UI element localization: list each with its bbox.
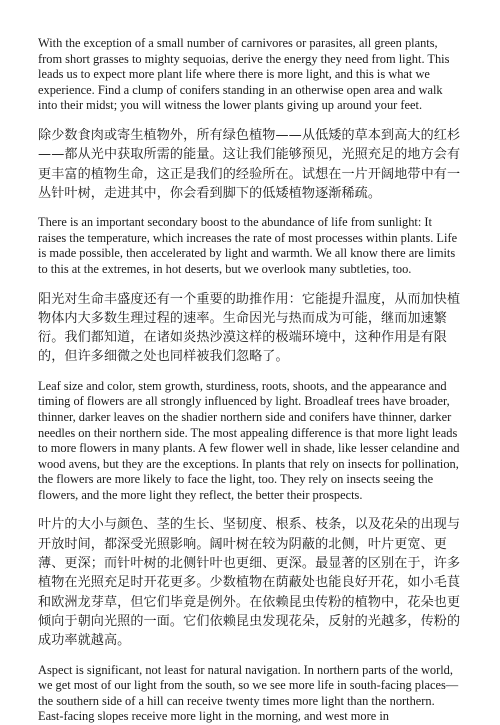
paragraph-en-4: Aspect is significant, not least for natural navigation. In northern parts of the world, we get most of our light from the south, so we see more life in south-facing places—the southern side of a hill can receive twenty times more light than the northern. East-facing slopes receive more light in the morning, and west more in xyxy=(38,662,459,724)
paragraph-en-3: Leaf size and color, stem growth, sturdiness, roots, shoots, and the appearance and timing of flowers are all strongly influenced by light. Broadleaf trees have broader, thinner, darker leaves on the shadier northern side and conifers have thinner, darker needles on their northern side. The most appealing difference is that more light leads to more flowers in many plants. A few flower well in shade, like lesser celandine and wood avens, but they are the exceptions. In plants that rely on insects for pollination, the flowers are more likely to face the light, too. They rely on insects seeing the flowers, and the more light they reflect, the better their prospects. xyxy=(38,378,460,502)
paragraph-zh-2: 阳光对生命丰盛度还有一个重要的助推作用：它能提升温度，从而加快植物体内大多数生理过程的速率。生命因光与热而成为可能，继而加速繁衍。我们都知道，在诸如炎热沙漠这样的极端环境中，这种作用是有限的，但许多细微之处也同样被我们忽略了。 xyxy=(38,291,461,365)
paragraph-zh-1: 除少数食肉或寄生植物外，所有绿色植物——从低矮的草本到高大的红杉——都从光中获取所需的能量。这让我们能够预见，光照充足的地方会有更丰富的植物生命，这正是我们的经验所在。试想在一片开阔地带中有一丛针叶树，走进其中，你会看到脚下的低矮植物逐渐稀疏。 xyxy=(38,127,461,201)
paragraph-zh-3: 叶片的大小与颜色、茎的生长、坚韧度、根系、枝条，以及花朵的出现与开放时间，都深受光照影响。阔叶树在较为阴蔽的北侧，叶片更宽、更薄、更深；而针叶树的北侧针叶也更细、更深。最显著的区别在于，许多植物在光照充足时开花更多。少数植物在荫蔽处也能良好开花，如小毛茛和欧洲龙芽草，但它们毕竟是例外。在依赖昆虫传粉的植物中，花朵也更倾向于朝向光照的一面。它们依赖昆虫发现花朵，反射的光越多，传粉的成功率就越高。 xyxy=(38,517,461,649)
paragraph-en-1: With the exception of a small number of carnivores or parasites, all green plants, from short grasses to mighty sequoias, derive the energy they need from light. This leads us to expect more plant life where there is more light, and this is what we experience. Find a clump of conifers standing in an otherwise open area and walk into their midst; you will witness the lower plants giving up around your feet. xyxy=(38,36,450,113)
paragraph-en-2: There is an important secondary boost to the abundance of life from sunlight: It raises the temperature, which increases the rate of most processes within plants. Life is made possible, then accelerated by light and warmth. We all know there are limits to this at the extremes, in hot deserts, but we overlook many subtleties, too. xyxy=(38,215,458,276)
